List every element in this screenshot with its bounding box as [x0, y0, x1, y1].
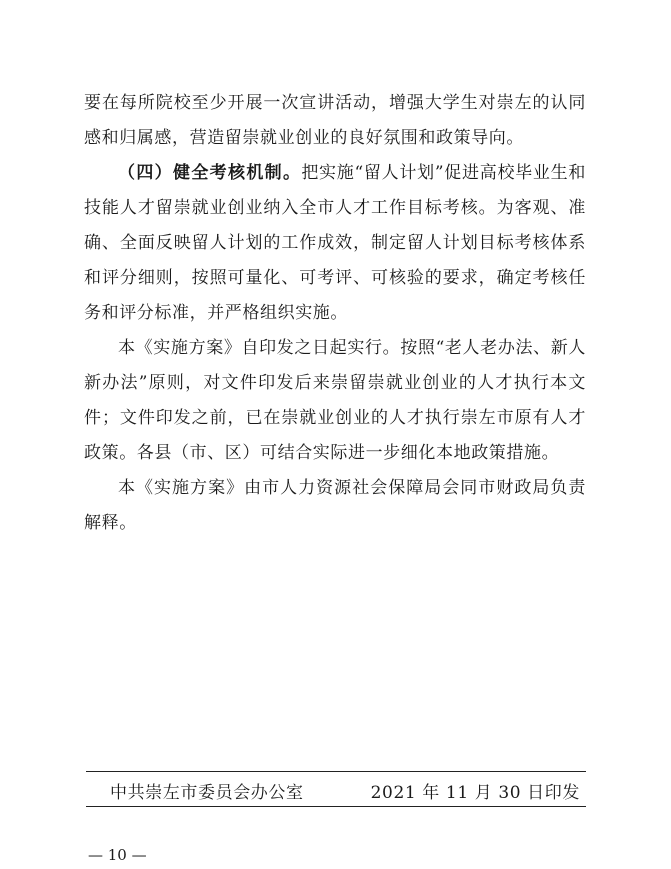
- paragraph-interpretation: 本《实施方案》由市人力资源社会保障局会同市财政局负责解释。: [84, 478, 586, 533]
- paragraph-continuation: 要在每所院校至少开展一次宣讲活动，增强大学生对崇左的认同感和归属感，营造留崇就业创业的良好氛围和政策导向。: [84, 93, 586, 148]
- body-text: [84, 86, 586, 541]
- issue-date: 2021 年 11 月 30 日印发: [370, 782, 580, 803]
- paragraph-assessment: [84, 156, 586, 331]
- page-number: — 10 —: [88, 846, 147, 864]
- issuer-name: 中共崇左市委员会办公室: [110, 782, 304, 803]
- paragraph-assessment-text: 把实施“留人计划”促进高校毕业生和技能人才留崇就业创业纳入全市人才工作目标考核。为客观、准确、全面反映留人计划的工作成效，制定留人计划目标考核体系和评分细则，按照可量化、可考评、可核验的要求，确定考核任务和评分标准，并严格组织实施。: [84, 163, 586, 323]
- footer-rule-top: [86, 771, 586, 772]
- paragraph-effective-date: 本《实施方案》自印发之日起实行。按照“老人老办法、新人新办法”原则，对文件印发后来崇留崇就业创业的人才执行本文件；文件印发之前，已在崇就业创业的人才执行崇左市原有人才政策。各县（市、区）可结合实际进一步细化本地政策措施。: [84, 338, 586, 463]
- issuance-footer: [110, 778, 580, 802]
- section-heading-assessment: （四）健全考核机制。: [118, 163, 302, 183]
- footer-rule-bottom: [86, 806, 586, 807]
